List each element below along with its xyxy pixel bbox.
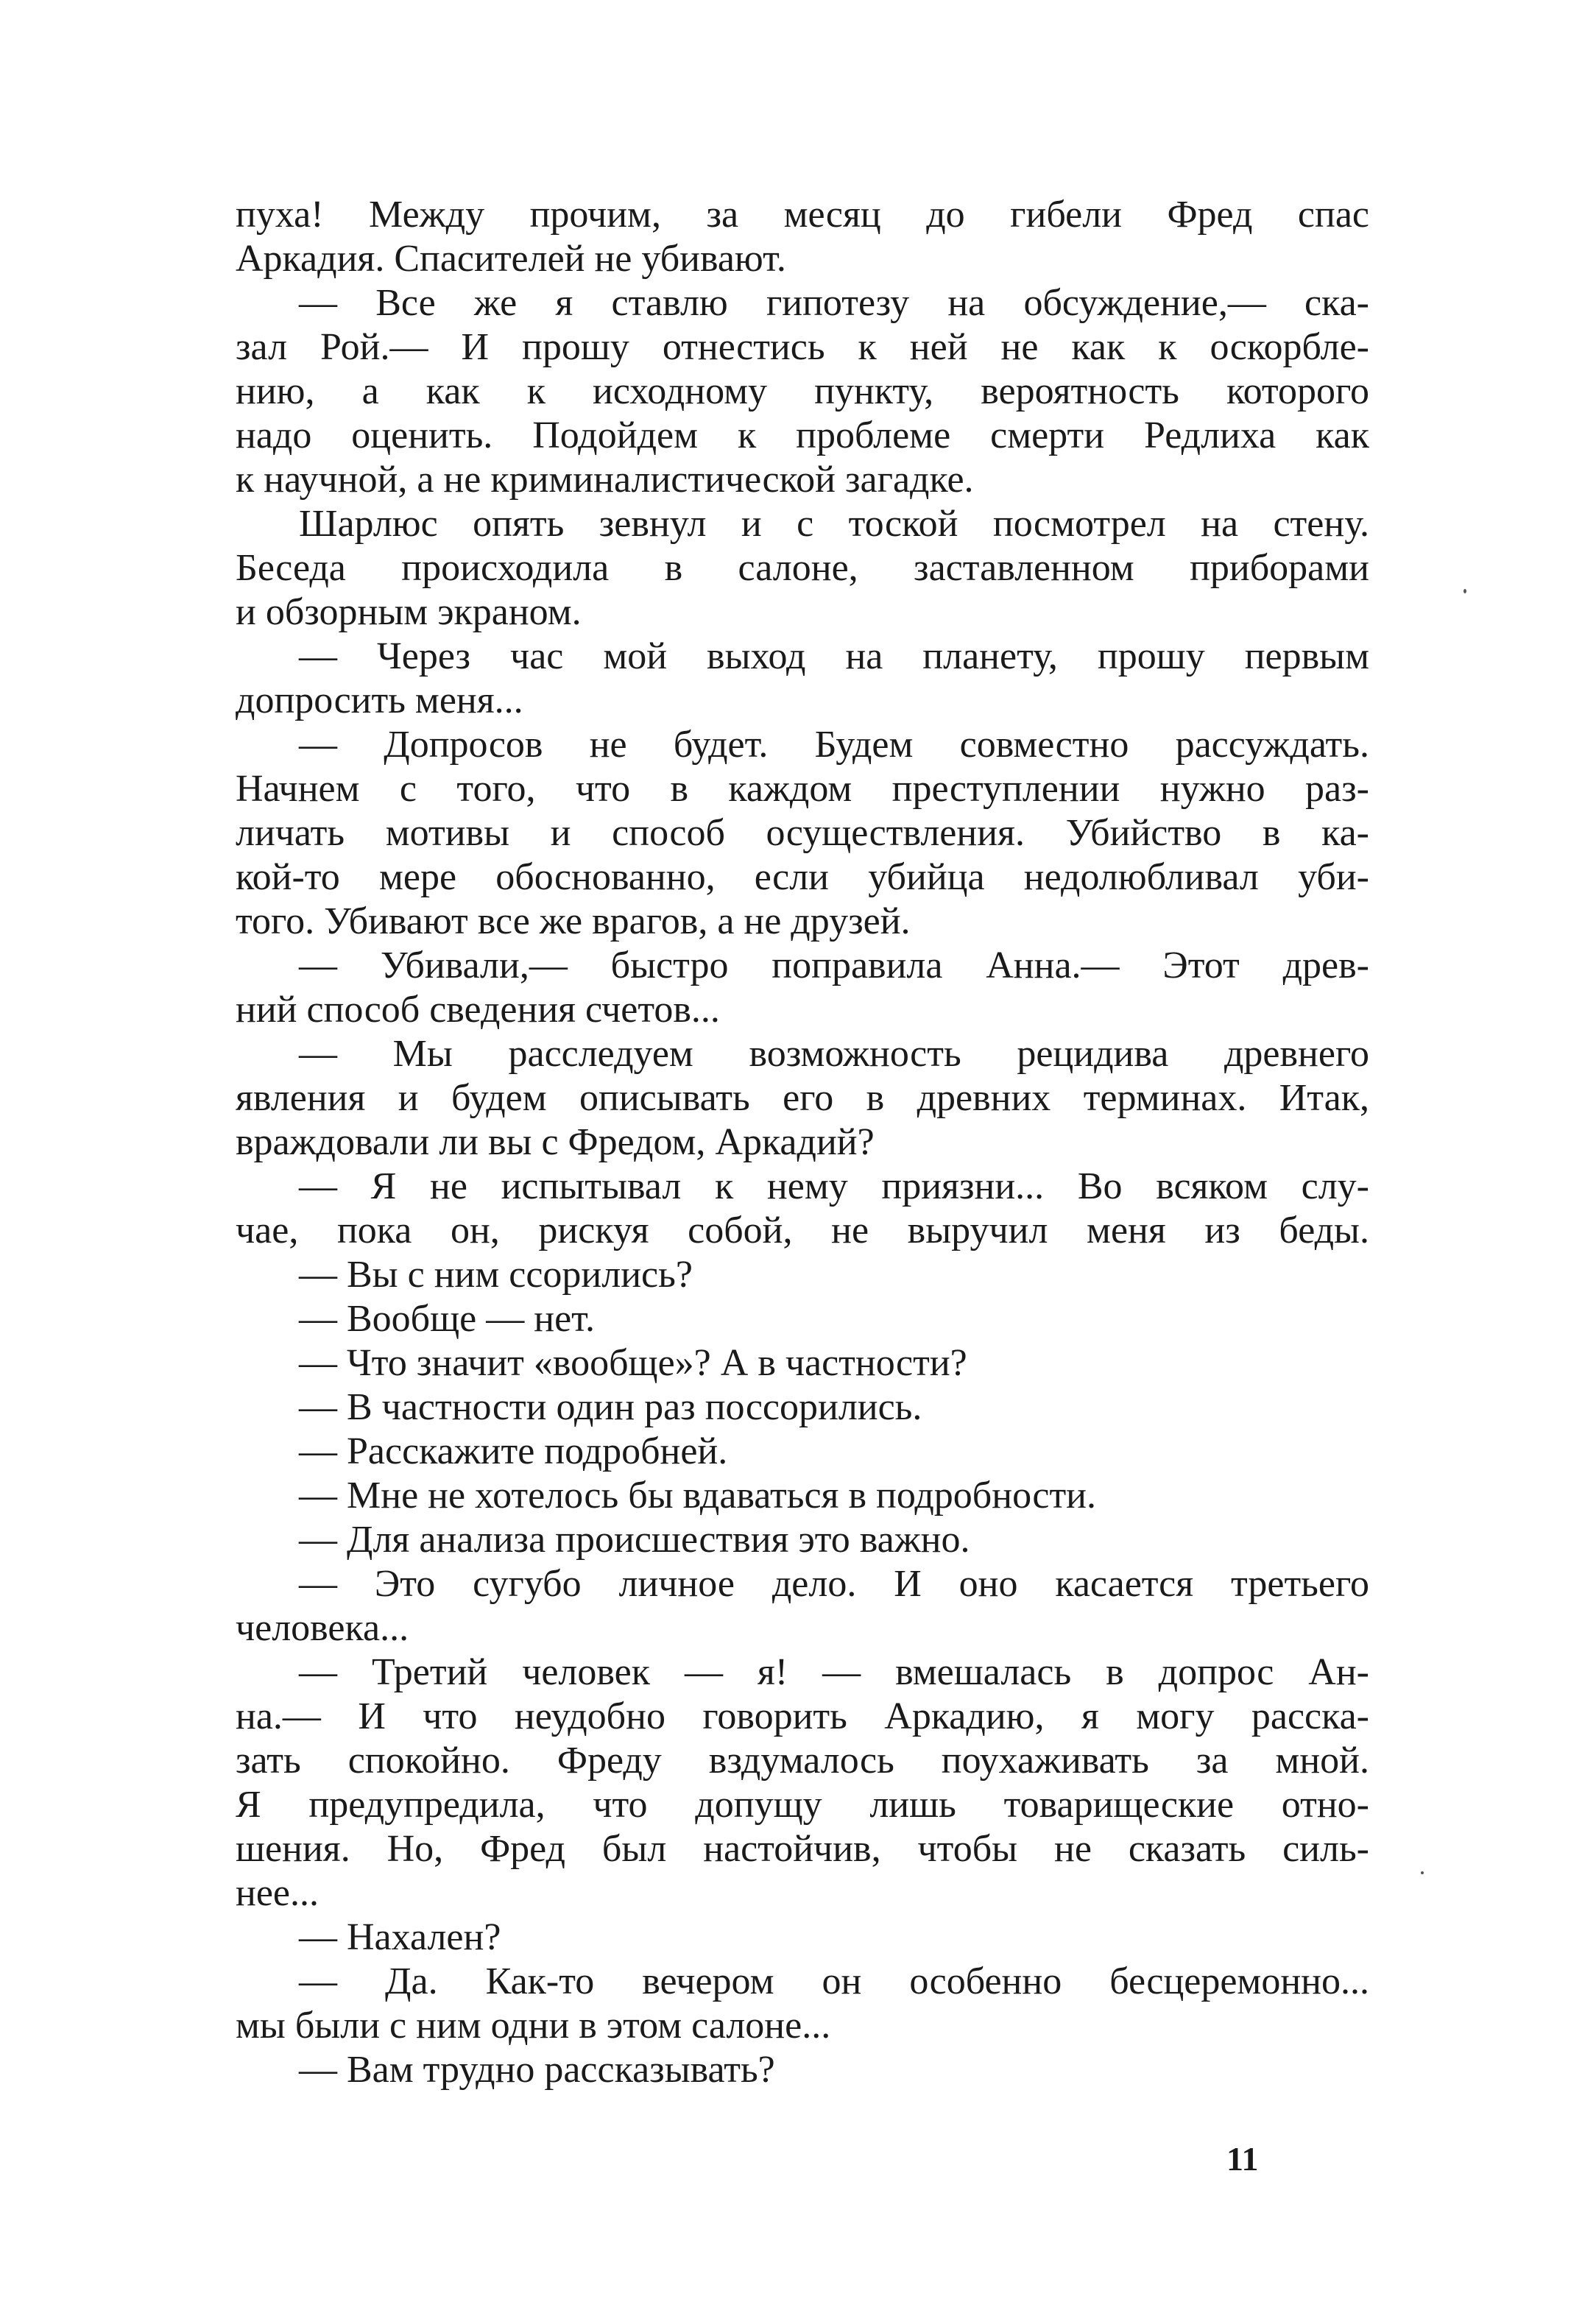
body-text (236, 193, 1369, 2092)
text-line: зать спокойно. Фреду вздумалось поухаживать за мной. (236, 1740, 1369, 1782)
text-line: — Мне не хотелось бы вдаваться в подробности. (299, 1475, 1097, 1517)
text-line: на.— И что неудобно говорить Аркадию, я могу расска- (236, 1695, 1369, 1737)
text-line: — Я не испытывал к нему приязни... Во всяком слу- (299, 1165, 1369, 1207)
text-line: враждовали ли вы с Фредом, Аркадий? (236, 1121, 875, 1163)
text-line: — Через час мой выход на планету, прошу первым (299, 635, 1369, 677)
text-line: и обзорным экраном. (236, 591, 582, 633)
text-line: — В частности один раз поссорились. (299, 1386, 922, 1428)
text-line: личать мотивы и способ осуществления. Убийство в ка- (236, 812, 1369, 854)
text-line: к научной, а не криминалистической загадке. (236, 459, 974, 501)
text-line: — Да. Как-то вечером он особенно бесцеремонно... (299, 1960, 1369, 2002)
text-line: — Все же я ставлю гипотезу на обсуждение,— ска- (299, 282, 1369, 324)
text-line: — Расскажите подробней. (299, 1430, 728, 1472)
text-line: — Допросов не будет. Будем совместно рассуждать. (299, 724, 1369, 766)
text-line: человека... (236, 1607, 409, 1649)
text-line: нее... (236, 1872, 319, 1914)
text-line: Аркадия. Спасителей не убивают. (236, 238, 786, 280)
text-line: пуха! Между прочим, за месяц до гибели Фред спас (236, 194, 1369, 236)
text-line: — Мы расследуем возможность рецидива древнего (299, 1033, 1369, 1075)
text-line: — Это сугубо личное дело. И оно касается третьего (299, 1563, 1369, 1605)
text-line: — Нахален? (299, 1916, 501, 1958)
text-line: — Что значит «вообще»? А в частности? (299, 1342, 967, 1384)
text-line: — Вы с ним ссорились? (299, 1254, 693, 1296)
text-line: кой-то мере обоснованно, если убийца недолюбливал уби- (236, 856, 1369, 898)
text-line: зал Рой.— И прошу отнестись к ней не как к оскорбле- (236, 326, 1369, 368)
text-line: мы были с ним одни в этом салоне... (236, 2005, 831, 2047)
text-line: Беседа происходила в салоне, заставленном приборами (236, 547, 1369, 589)
scan-speck (1463, 589, 1466, 593)
text-line: шения. Но, Фред был настойчив, чтобы не сказать силь- (236, 1828, 1369, 1870)
text-line: Я предупредила, что допущу лишь товарищеские отно- (236, 1784, 1369, 1826)
text-line: — Убивали,— быстро поправила Анна.— Этот древ- (299, 945, 1369, 986)
text-line: — Для анализа происшествия это важно. (299, 1519, 970, 1561)
text-line: Шарлюс опять зевнул и с тоской посмотрел на стену. (299, 503, 1369, 545)
text-line: явления и будем описывать его в древних терминах. Итак, (236, 1077, 1369, 1119)
page-number: 11 (1226, 2140, 1259, 2178)
text-line: того. Убивают все же врагов, а не друзей. (236, 900, 911, 942)
text-line: — Вообще — нет. (299, 1298, 595, 1340)
text-line: ний способ сведения счетов... (236, 989, 720, 1031)
scan-speck (1421, 1871, 1424, 1874)
text-line: — Третий человек — я! — вмешалась в допрос Ан- (299, 1651, 1369, 1693)
text-line: допросить меня... (236, 679, 523, 721)
text-line: нию, а как к исходному пункту, вероятность которого (236, 370, 1369, 412)
text-line: — Вам трудно рассказывать? (299, 2049, 775, 2091)
text-line: чае, пока он, рискуя собой, не выручил меня из беды. (236, 1210, 1369, 1251)
text-line: Начнем с того, что в каждом преступлении нужно раз- (236, 768, 1369, 810)
text-line: надо оценить. Подойдем к проблеме смерти Редлиха как (236, 414, 1369, 456)
